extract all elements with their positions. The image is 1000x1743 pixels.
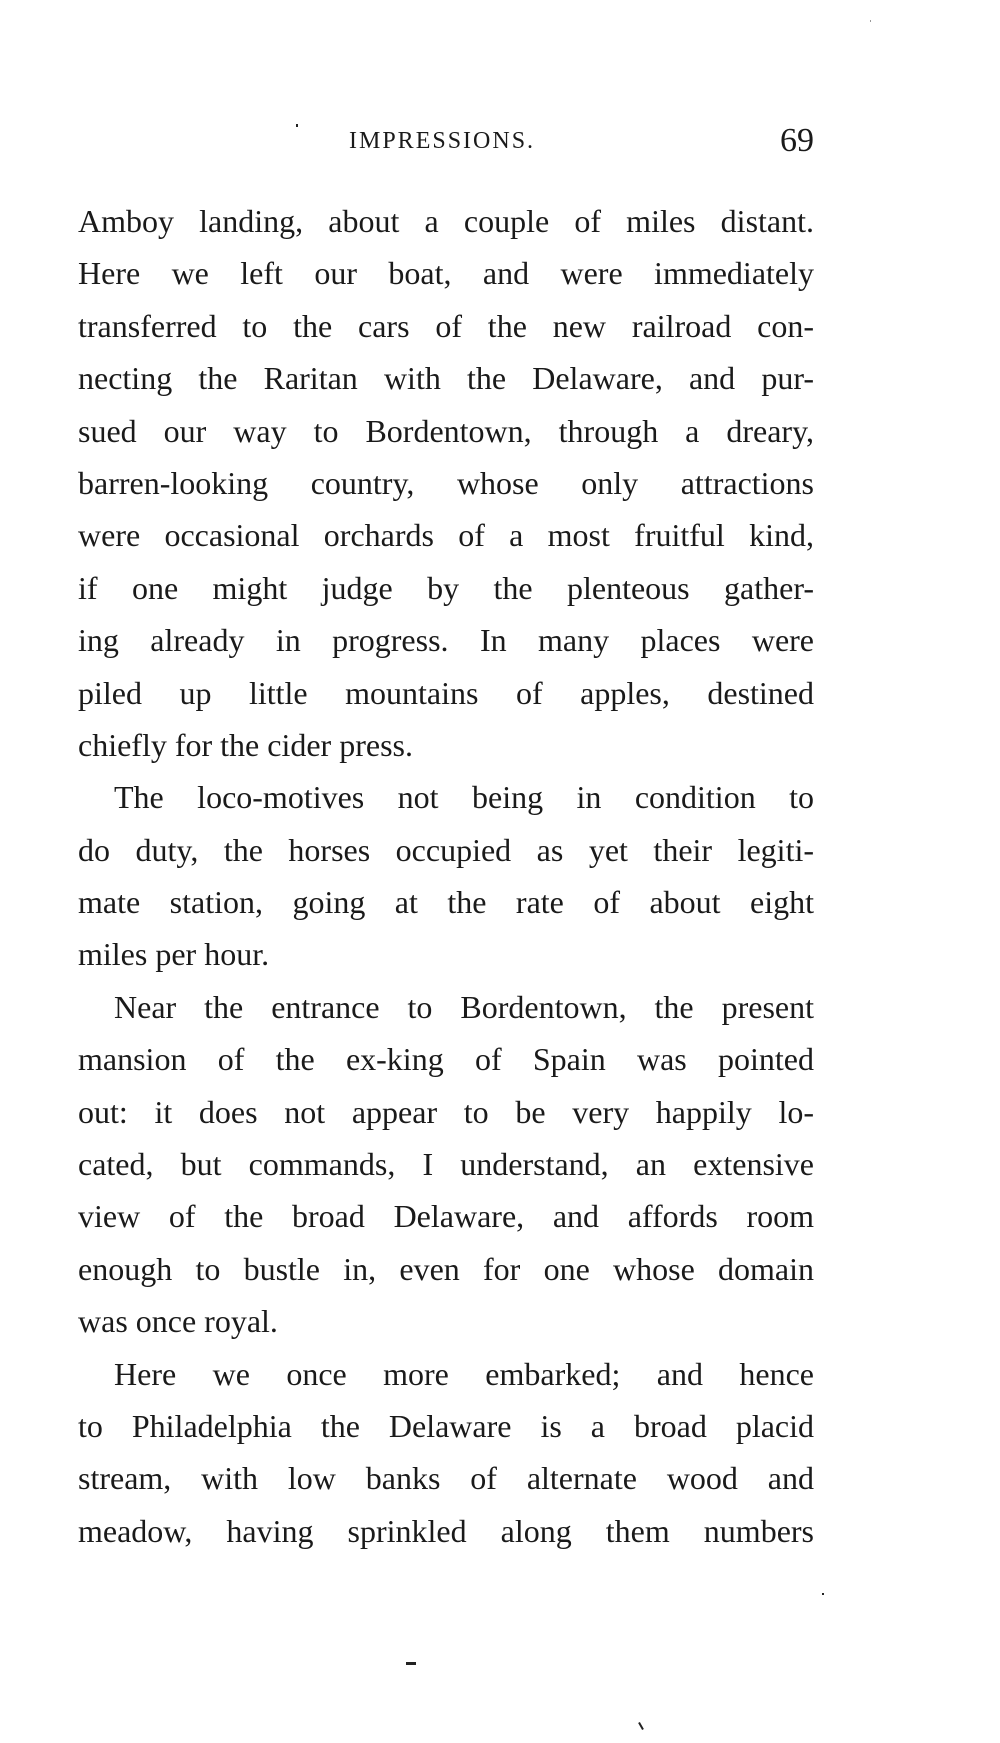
text-line: necting the Raritan with the Delaware, and pur-: [78, 360, 814, 397]
scan-speck: [870, 20, 871, 22]
text-line: Amboy landing, about a couple of miles distant.: [78, 203, 814, 239]
text-line: cated, but commands, I understand, an extensive: [78, 1146, 814, 1183]
text-line: The loco-motives not being in condition to: [114, 779, 814, 816]
running-head: IMPRESSIONS.: [349, 128, 536, 154]
page-number: 69: [780, 122, 814, 159]
text-line: meadow, having sprinkled along them numbers: [78, 1512, 814, 1549]
text-line: Here we left our boat, and were immediately: [78, 255, 814, 292]
paragraph-3: [78, 981, 814, 1348]
text-line: view of the broad Delaware, and affords room: [78, 1198, 814, 1235]
scan-speck: [822, 1593, 824, 1595]
text-line: ing already in progress. In many places were: [78, 622, 814, 659]
text-line: stream, with low banks of alternate wood and: [78, 1460, 814, 1497]
text-line: transferred to the cars of the new railroad con-: [78, 307, 814, 344]
text-line: if one might judge by the plenteous gather-: [78, 569, 814, 606]
text-line: sued our way to Bordentown, through a dreary,: [78, 412, 814, 449]
text-line: mate station, going at the rate of about eight: [78, 884, 814, 921]
scan-speck: [638, 1722, 644, 1730]
paragraph-4: [78, 1348, 814, 1558]
paragraph-1: [78, 195, 814, 771]
text-line: mansion of the ex-king of Spain was pointed: [78, 1041, 814, 1078]
text-line: do duty, the horses occupied as yet their legiti-: [78, 831, 814, 868]
body-text: [78, 195, 814, 1557]
paragraph-2: [78, 771, 814, 981]
scan-speck: [406, 1662, 416, 1665]
text-line: piled up little mountains of apples, destined: [78, 674, 814, 711]
text-line: chiefly for the cider press.: [78, 726, 413, 763]
text-line: enough to bustle in, even for one whose domain: [78, 1250, 814, 1287]
text-line: were occasional orchards of a most fruitful kind,: [78, 517, 814, 554]
text-line: out: it does not appear to be very happily lo-: [78, 1093, 814, 1130]
scan-speck: [296, 124, 298, 127]
text-line: Here we once more embarked; and hence: [114, 1355, 814, 1392]
text-line: to Philadelphia the Delaware is a broad placid: [78, 1407, 814, 1444]
text-line: was once royal.: [78, 1303, 278, 1340]
text-line: miles per hour.: [78, 936, 270, 973]
text-line: Near the entrance to Bordentown, the present: [114, 988, 814, 1025]
text-line: barren-looking country, whose only attractions: [78, 464, 814, 501]
